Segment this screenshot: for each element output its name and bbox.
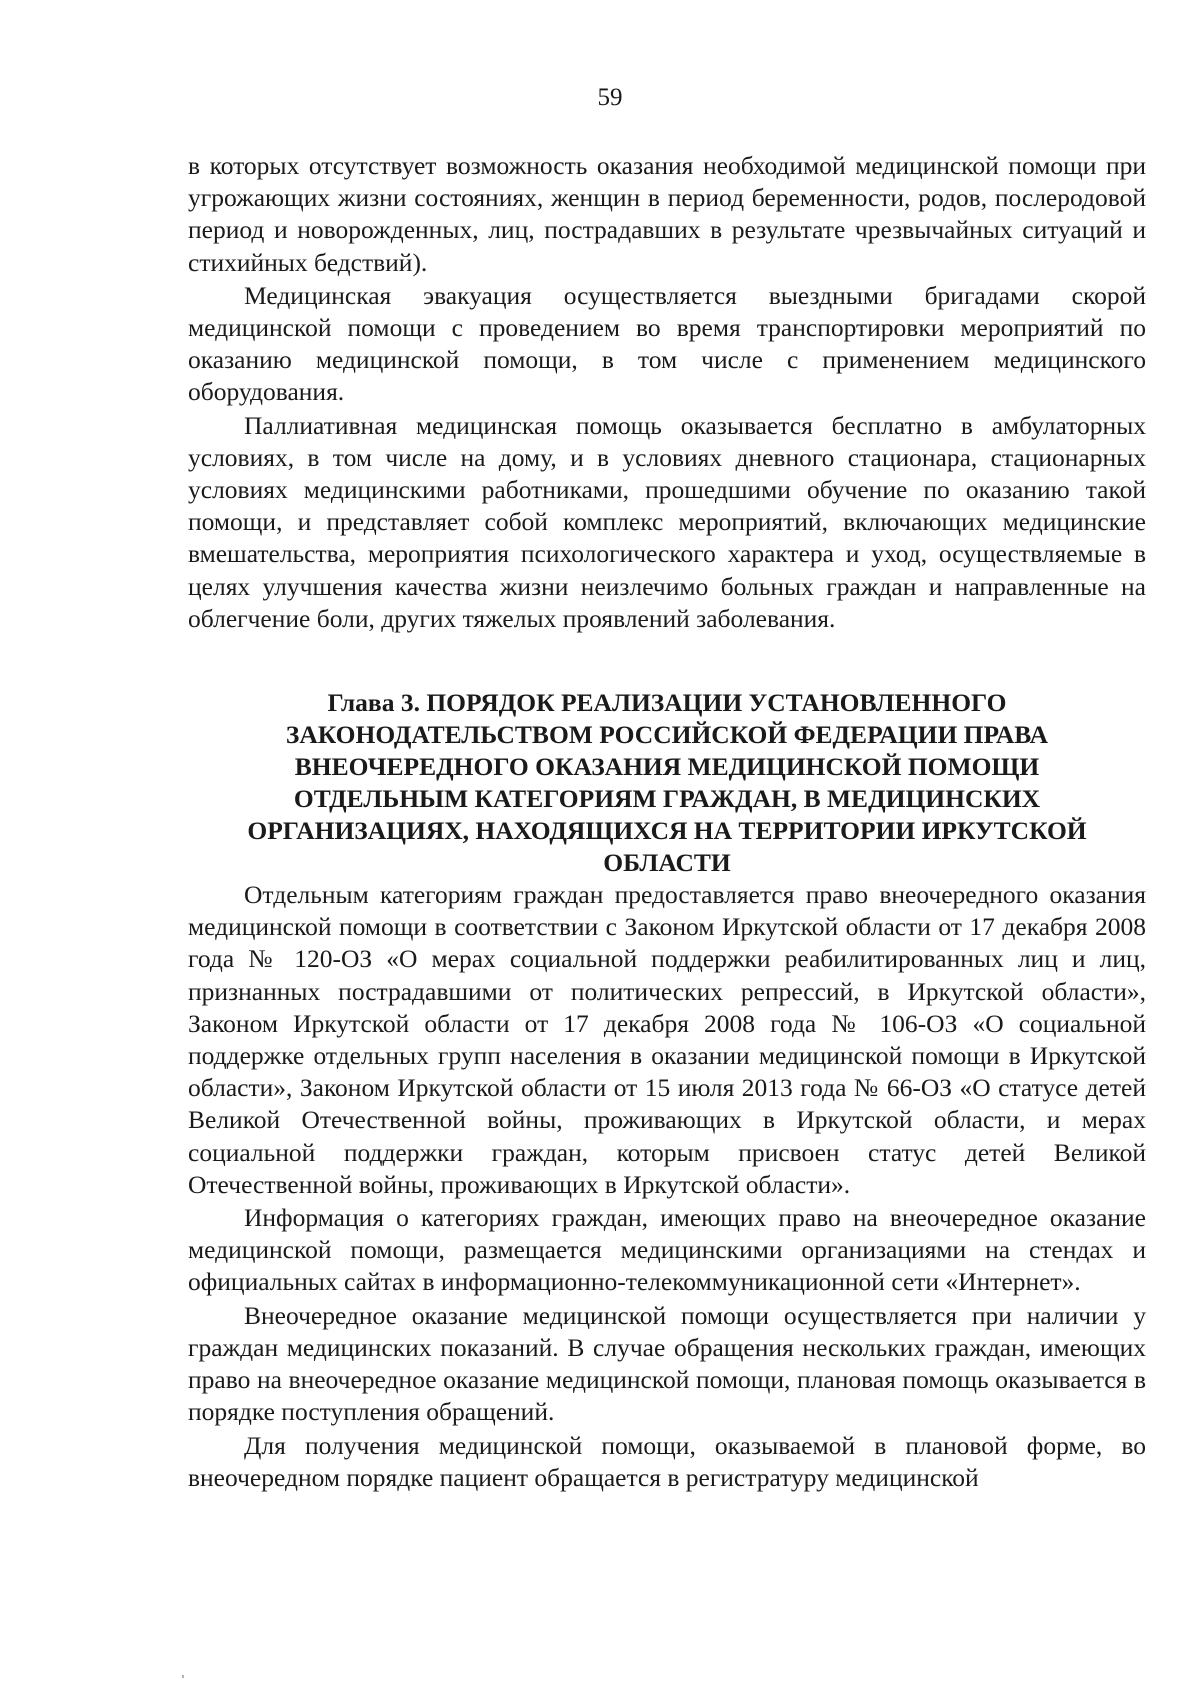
paragraph: Информация о категориях граждан, имеющих право на внеочередное оказание медицинской помощи, размещается медицинскими организациями на стендах и официальных сайтах в информационно-телекоммуникационной сети «Интернет». — [188, 1203, 1146, 1297]
paragraph: Медицинская эвакуация осуществляется выездными бригадами скорой медицинской помощи с проведением во время транспортировки мероприятий по оказанию медицинской помощи, в том числе с применением медицинского оборудования. — [188, 280, 1146, 407]
chapter-heading-line: ВНЕОЧЕРЕДНОГО ОКАЗАНИЯ МЕДИЦИНСКОЙ ПОМОЩИ — [294, 752, 1040, 782]
chapter-heading-line: ОБЛАСТИ — [603, 848, 731, 878]
paragraph: Паллиативная медицинская помощь оказывается бесплатно в амбулаторных условиях, в том числе на дому, и в условиях дневного стационара, стационарных условиях медицинскими работниками, прошедшими обучение по оказанию такой помощи, и представляет собой комплекс мероприятий, включающих медицинские вмешательства, мероприятия психологического характера и уход, осуществляемые в целях улучшения качества жизни неизлечимо больных граждан и направленные на облегчение боли, других тяжелых проявлений заболевания. — [188, 410, 1146, 633]
paragraph: Отдельным категориям граждан предоставляется право внеочередного оказания медицинской помощи в соответствии с Законом Иркутской области от 17 декабря 2008 года № 120-ОЗ «О мерах социальной поддержки реабилитированных лиц и лиц, признанных пострадавшими от политических репрессий, в Иркутской области», Законом Иркутской области от 17 декабря 2008 года № 106-ОЗ «О социальной поддержке отдельных групп населения в оказании медицинской помощи в Иркутской области», Законом Иркутской области от 15 июля 2013 года № 66-ОЗ «О статусе детей Великой Отечественной войны, проживающих в Иркутской области, и мерах социальной поддержки граждан, которым присвоен статус детей Великой Отечественной войны, проживающих в Иркутской области». — [188, 880, 1146, 1199]
paragraph: в которых отсутствует возможность оказания необходимой медицинской помощи при угрожающих жизни состояниях, женщин в период беременности, родов, послеродовой период и новорожденных, лиц, пострадавших в результате чрезвычайных ситуаций и стихийных бедствий). — [188, 151, 1146, 277]
scan-mark — [182, 1675, 184, 1678]
page-number: 59 — [597, 84, 623, 111]
chapter-heading-line: ОРГАНИЗАЦИЯХ, НАХОДЯЩИХСЯ НА ТЕРРИТОРИИ ИРКУТСКОЙ — [247, 816, 1087, 846]
paragraph: Для получения медицинской помощи, оказываемой в плановой форме, во внеочередном порядке пациент обращается в регистратуру медицинской — [188, 1430, 1146, 1492]
chapter-heading — [188, 687, 1146, 879]
chapter-heading-line: ЗАКОНОДАТЕЛЬСТВОМ РОССИЙСКОЙ ФЕДЕРАЦИИ ПРАВА — [285, 720, 1049, 750]
chapter-heading-line: ОТДЕЛЬНЫМ КАТЕГОРИЯМ ГРАЖДАН, В МЕДИЦИНСКИХ — [293, 784, 1041, 814]
paragraph: Внеочередное оказание медицинской помощи осуществляется при наличии у граждан медицинских показаний. В случае обращения нескольких граждан, имеющих право на внеочередное оказание медицинской помощи, плановая помощь оказывается в порядке поступления обращений. — [188, 1300, 1146, 1427]
document-body — [188, 150, 1146, 1494]
chapter-heading-line: Глава 3. ПОРЯДОК РЕАЛИЗАЦИИ УСТАНОВЛЕННОГО — [327, 688, 1007, 718]
